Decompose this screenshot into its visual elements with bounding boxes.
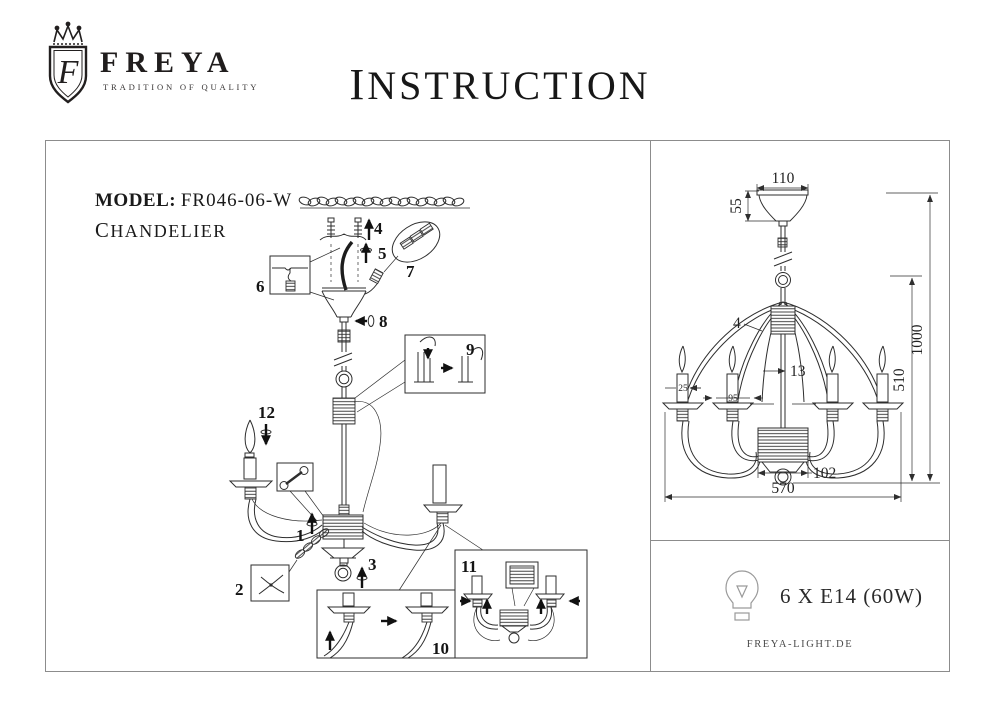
ref-4-value: 4 — [733, 315, 741, 332]
dimension-drawing — [663, 170, 940, 502]
dim-25-value: 25 — [678, 384, 688, 394]
step-8-label: 8 — [379, 312, 388, 331]
dim-1000-value: 1000 — [909, 324, 926, 356]
assembly-diagram — [230, 196, 587, 658]
step-9-label: 9 — [466, 340, 475, 359]
bulb-icon — [726, 571, 758, 620]
dim-110-value: 110 — [771, 170, 795, 187]
brand-tagline: TRADITION OF QUALITY — [103, 82, 260, 92]
center-rod — [333, 322, 355, 515]
dim-102-value: 102 — [813, 465, 837, 482]
step-2-label: 2 — [235, 580, 244, 599]
dim-stem — [774, 226, 792, 305]
dim-candles — [663, 346, 903, 421]
step-10-label: 10 — [432, 639, 449, 658]
callout-box-6 — [270, 248, 340, 300]
step-1-label: 1 — [296, 526, 305, 545]
product-type: CHANDELIER — [95, 220, 227, 242]
step-8-ring — [356, 316, 374, 327]
step-3-ball — [357, 568, 367, 588]
website: FREYA-LIGHT.DE — [746, 639, 854, 650]
step-7-label: 7 — [406, 262, 415, 281]
dim-95-value: 95 — [728, 394, 738, 404]
bulb-spec: 6 X E14 (60W) — [780, 584, 924, 608]
step-5-label: 5 — [378, 244, 387, 263]
model-number: FR046-06-W — [180, 190, 293, 211]
dim-510-value: 510 — [891, 368, 908, 392]
dim-55-value: 55 — [728, 198, 745, 214]
monogram-letter: F — [57, 54, 79, 91]
step-3-label: 3 — [368, 555, 377, 574]
brand-name: FREYA — [100, 46, 236, 79]
ref-4-leader — [744, 324, 762, 331]
dim-canopy — [757, 190, 808, 226]
dim-body — [758, 428, 808, 485]
step-4-label: 4 — [374, 219, 383, 238]
dim-570-value: 570 — [771, 480, 795, 497]
hook-arc — [342, 242, 352, 290]
step-1-fastener — [307, 514, 317, 534]
chain-drawing — [298, 196, 470, 208]
power-wire — [354, 401, 381, 512]
step-12-bulb — [245, 420, 271, 457]
canopy-drawing — [322, 288, 366, 322]
wrench-box — [277, 463, 324, 521]
step-11-label: 11 — [461, 557, 478, 576]
model-label: MODEL: — [95, 190, 177, 211]
step-6-label: 6 — [256, 277, 265, 296]
step-12-label: 12 — [258, 403, 275, 422]
center-body — [322, 515, 364, 581]
dim-13-value: 13 — [790, 363, 806, 380]
page-title: INSTRUCTION — [349, 59, 651, 109]
dim-102 — [758, 462, 812, 478]
